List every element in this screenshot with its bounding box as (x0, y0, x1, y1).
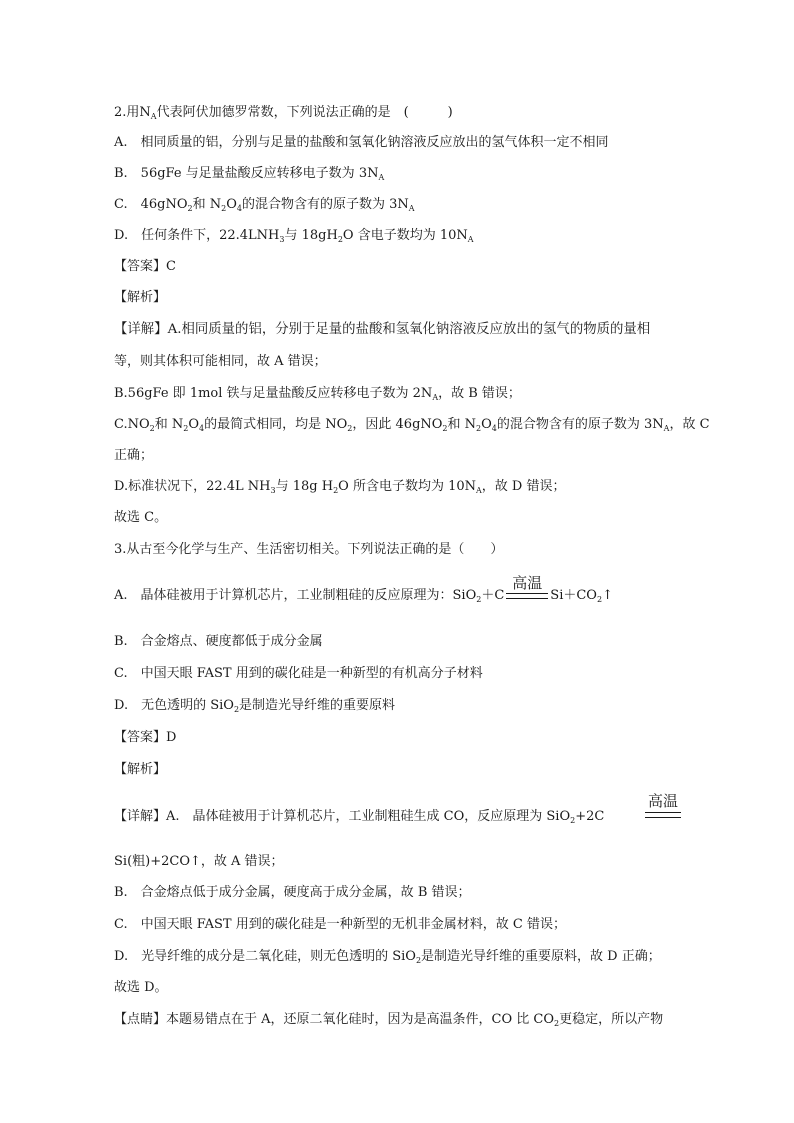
q3-option-d: D. 无色透明的 SiO$_2$是制造光导纤维的重要原料 (114, 698, 396, 714)
q2-detail-d: D.标准状况下，22.4L $NH_3$与 18g $H_2O$ 所含电子数均为 $10N_A$，故 D 错误； (114, 479, 566, 495)
q3-analysis-heading: 【解析】 (114, 762, 167, 777)
q2-detail-c-line1: $C.NO_2$和 $N_2O_4$的最简式相同，均是 $NO_2$，因此 46gNO$_2$和 $N_2O_4$的混合物含有的原子数为 $3N_A$，故 C (114, 417, 710, 433)
q3-option-c: C. 中国天眼 FAST 用到的碳化硅是一种新型的有机高分子材料 (114, 666, 483, 681)
q3-tip: 【点睛】本题易错点在于 A，还原二氧化硅时，因为是高温条件，CO 比 $CO_2$更稳定，所以产物 (114, 1012, 664, 1028)
q2-detail-a-line1: 【详解】A.相同质量的铝，分别于足量的盐酸和氢氧化钠溶液反应放出的氢气的物质的量相 (114, 322, 651, 337)
q3-stem: 3.从古至今化学与生产、生活密切相关。下列说法正确的是（ ） (114, 542, 504, 557)
q3-answer: 【答案】D (114, 730, 177, 745)
q3-detail-d: D. 光导纤维的成分是二氧化硅，则无色透明的 SiO$_2$是制造光导纤维的重要原料，故 D 正确； (114, 949, 661, 965)
q2-option-c: C. 46gNO$_2$和 $N_2O_4$的混合物含有的原子数为 $3N_A$ (114, 197, 415, 213)
q2-conclusion: 故选 C。 (114, 510, 168, 525)
subscript: 2 (570, 816, 576, 825)
reaction-condition-arrow-detail: 高温 (645, 790, 681, 818)
q3-detail-a-line1: 【详解】A. 晶体硅被用于计算机芯片，工业制粗硅生成 CO，反应原理为 SiO$_2$+2C (114, 809, 605, 825)
q3-conclusion: 故选 D。 (114, 980, 168, 995)
q2-detail-c-line2: 正确； (114, 448, 154, 463)
q3-option-b: B. 合金熔点、硬度都低于成分金属 (114, 634, 323, 649)
q2-option-d: D. 任何条件下，$22.4LNH_3$与 $18gH_2O$ 含电子数均为 $10N_A$ (114, 228, 474, 244)
q2-option-b: B. 56gFe 与足量盐酸反应转移电子数为 $3N_A$ (114, 166, 385, 182)
q2-stem: 2.用$N_A$代表阿伏加德罗常数，下列说法正确的是 ( ) (114, 105, 453, 121)
q3-detail-b: B. 合金熔点低于成分金属，硬度高于成分金属，故 B 错误； (114, 885, 471, 900)
q2-option-a: A. 相同质量的铝，分别与足量的盐酸和氢氧化钠溶液反应放出的氢气体积一定不相同 (114, 135, 609, 150)
q2-analysis-heading: 【解析】 (114, 290, 167, 305)
q2-answer: 【答案】C (114, 259, 176, 274)
q3-option-a: A. 晶体硅被用于计算机芯片，工业制粗硅的反应原理为：SiO$_2$＋C 高温 $Si+CO_2↑$ (114, 574, 613, 604)
q3-detail-a-line2: Si(粗)+2CO↑，故 A 错误； (114, 854, 284, 869)
q2-detail-a-line2: 等，则其体积可能相同，故 A 错误； (114, 354, 327, 369)
q2-detail-b: B.56gFe 即 1mol 铁与足量盐酸反应转移电子数为 $2N_A$，故 B 错误； (114, 386, 521, 402)
reaction-condition-arrow: 高温 (506, 586, 548, 606)
formula-tail: +2C (575, 809, 605, 824)
q3-detail-c: C. 中国天眼 FAST 用到的碳化硅是一种新型的无机非金属材料，故 C 错误； (114, 917, 566, 932)
